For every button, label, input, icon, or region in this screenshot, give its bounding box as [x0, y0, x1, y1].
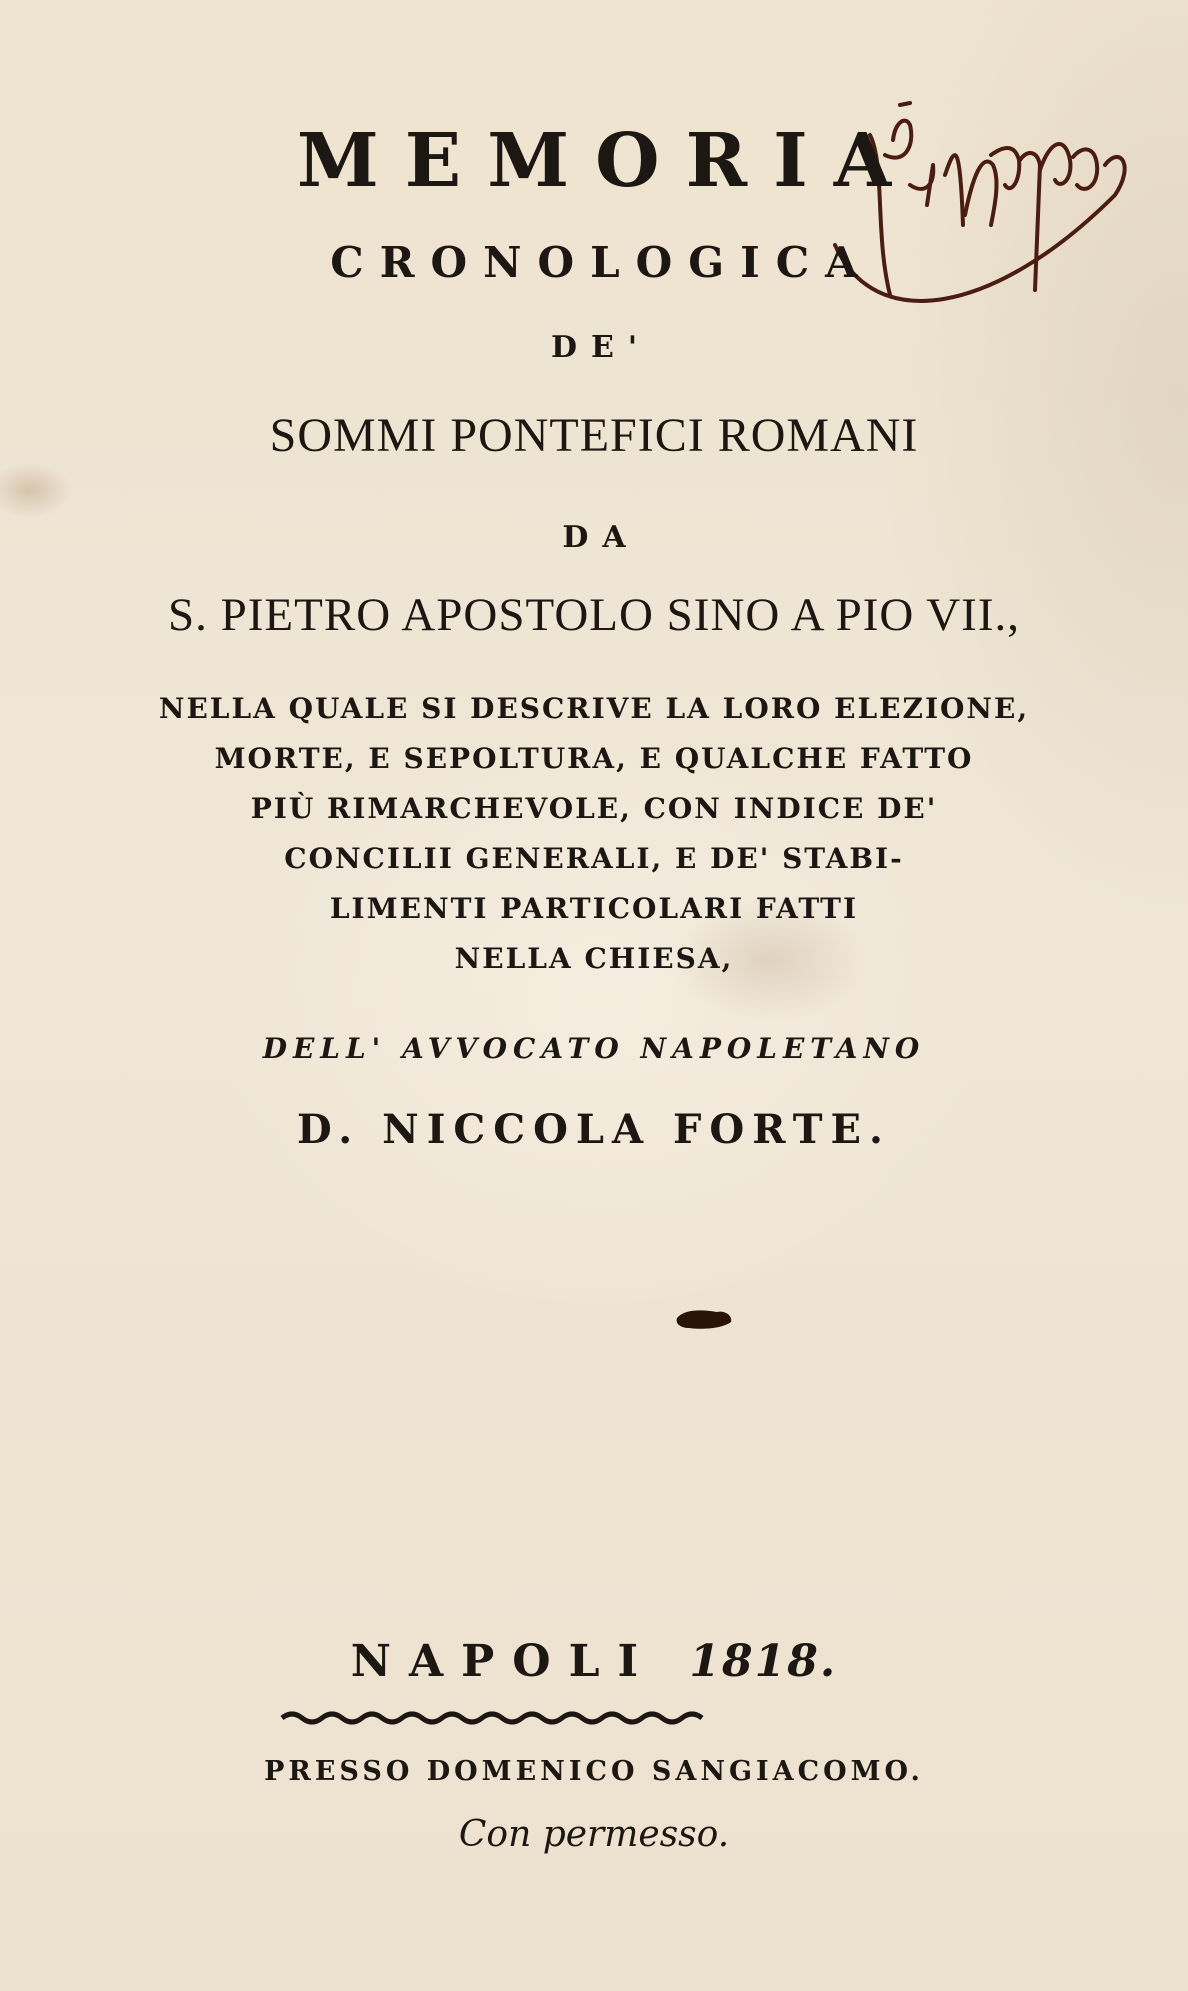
printer-line: PRESSO DOMENICO SANGIACOMO. [264, 1756, 924, 1787]
title-line-2: CRONOLOGICA [330, 238, 874, 287]
description-line: PIÙ RIMARCHEVOLE, CON INDICE DE' [250, 792, 938, 825]
description-line: NELLA CHIESA, [454, 942, 734, 975]
byline: DELL' AVVOCATO NAPOLETANO [262, 1032, 926, 1065]
imprint-year: 1818. [689, 1636, 838, 1687]
title-line-3: DE' [550, 330, 652, 365]
title-line-5: DA [562, 520, 640, 555]
main-title: MEMORIA [296, 118, 918, 204]
permission-line: Con permesso. [458, 1814, 730, 1855]
imprint-city: NAPOLI [350, 1636, 657, 1687]
author-name: D. NICCOLA FORTE. [297, 1106, 891, 1153]
title-line-6: S. PIETRO APOSTOLO SINO A PIO VII., [168, 589, 1020, 641]
ink-blot [675, 1306, 735, 1332]
wave-ornament-rule [280, 1708, 710, 1728]
description-line: MORTE, E SEPOLTURA, E QUALCHE FATTO [214, 742, 974, 775]
imprint-place [0, 1636, 1188, 1687]
description-line: CONCILII GENERALI, E DE' STABI- [284, 842, 904, 875]
description-line: NELLA QUALE SI DESCRIVE LA LORO ELEZIONE, [158, 692, 1030, 725]
description-line: LIMENTI PARTICOLARI FATTI [329, 892, 859, 925]
title-line-4: SOMMI PONTEFICI ROMANI [269, 409, 919, 462]
